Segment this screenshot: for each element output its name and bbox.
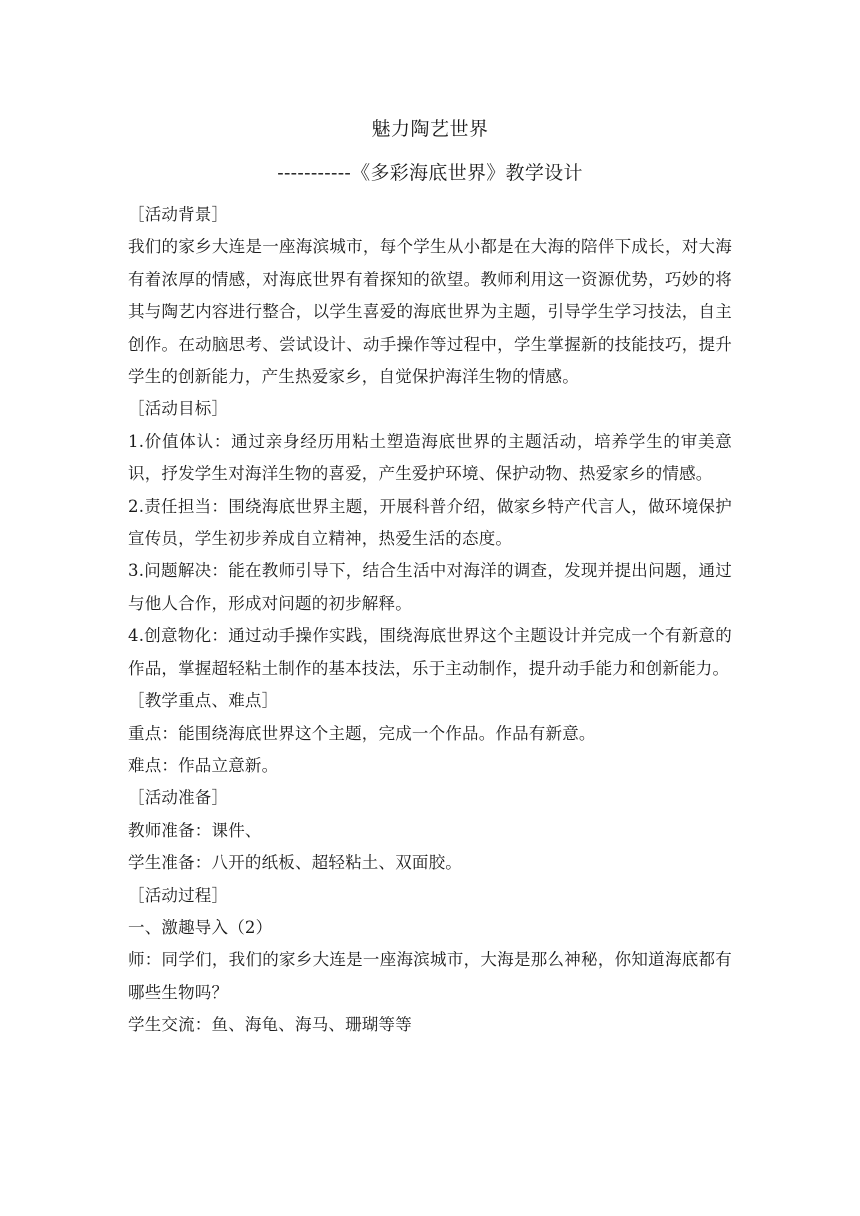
objective-item-3: 3.问题解决：能在教师引导下，结合生活中对海洋的调查，发现并提出问题，通过与他人合作，形成对问题的初步解释。: [128, 561, 732, 613]
section-heading-key-points: ［教学重点、难点］: [128, 691, 279, 711]
objective-item-4: 4.创意物化：通过动手操作实践，围绕海底世界这个主题设计并完成一个有新意的作品，掌握超轻粘土制作的基本技法，乐于主动制作，提升动手能力和创新能力。: [128, 626, 732, 678]
paragraph-background: 我们的家乡大连是一座海滨城市，每个学生从小都是在大海的陪伴下成长，对大海有着浓厚的情感，对海底世界有着探知的欲望。教师利用这一资源优势，巧妙的将其与陶艺内容进行整合，以学生喜爱的海底世界为主题，引导学生学习技法，自主创作。在动脑思考、尝试设计、动手操作等过程中，学生掌握新的技能技巧，提升学生的创新能力，产生热爱家乡，自觉保护海洋生物的情感。: [128, 237, 732, 387]
section-heading-objectives: ［活动目标］: [128, 399, 229, 419]
section-heading-process: ［活动过程］: [128, 885, 229, 905]
objective-item-1: 1.价值体认：通过亲身经历用粘土塑造海底世界的主题活动，培养学生的审美意识，抒发学生对海洋生物的喜爱，产生爱护环境、保护动物、热爱家乡的情感。: [128, 431, 732, 484]
process-step-1-heading: 一、激趣导入（2）: [128, 917, 273, 937]
student-preparation: 学生准备：八开的纸板、超轻粘土、双面胶。: [128, 853, 462, 873]
teacher-preparation: 教师准备：课件、: [128, 820, 262, 840]
key-point-text: 重点：能围绕海底世界这个主题，完成一个作品。作品有新意。: [128, 723, 596, 743]
objective-item-2: 2.责任担当：围绕海底世界主题，开展科普介绍，做家乡特产代言人，做环境保护宣传员，学生初步养成自立精神，热爱生活的态度。: [128, 496, 732, 549]
student-dialogue: 学生交流：鱼、海龟、海马、珊瑚等等: [128, 1015, 412, 1035]
document-subtitle: -----------《多彩海底世界》教学设计: [277, 162, 583, 184]
document-title: 魅力陶艺世界: [371, 118, 489, 140]
section-heading-background: ［活动背景］: [128, 205, 229, 224]
document-body: [128, 199, 732, 1042]
difficulty-text: 难点：作品立意新。: [128, 755, 279, 775]
teacher-dialogue: 师：同学们，我们的家乡大连是一座海滨城市，大海是那么神秘，你知道海底都有哪些生物吗？: [128, 950, 732, 1002]
section-heading-preparation: ［活动准备］: [128, 788, 229, 808]
